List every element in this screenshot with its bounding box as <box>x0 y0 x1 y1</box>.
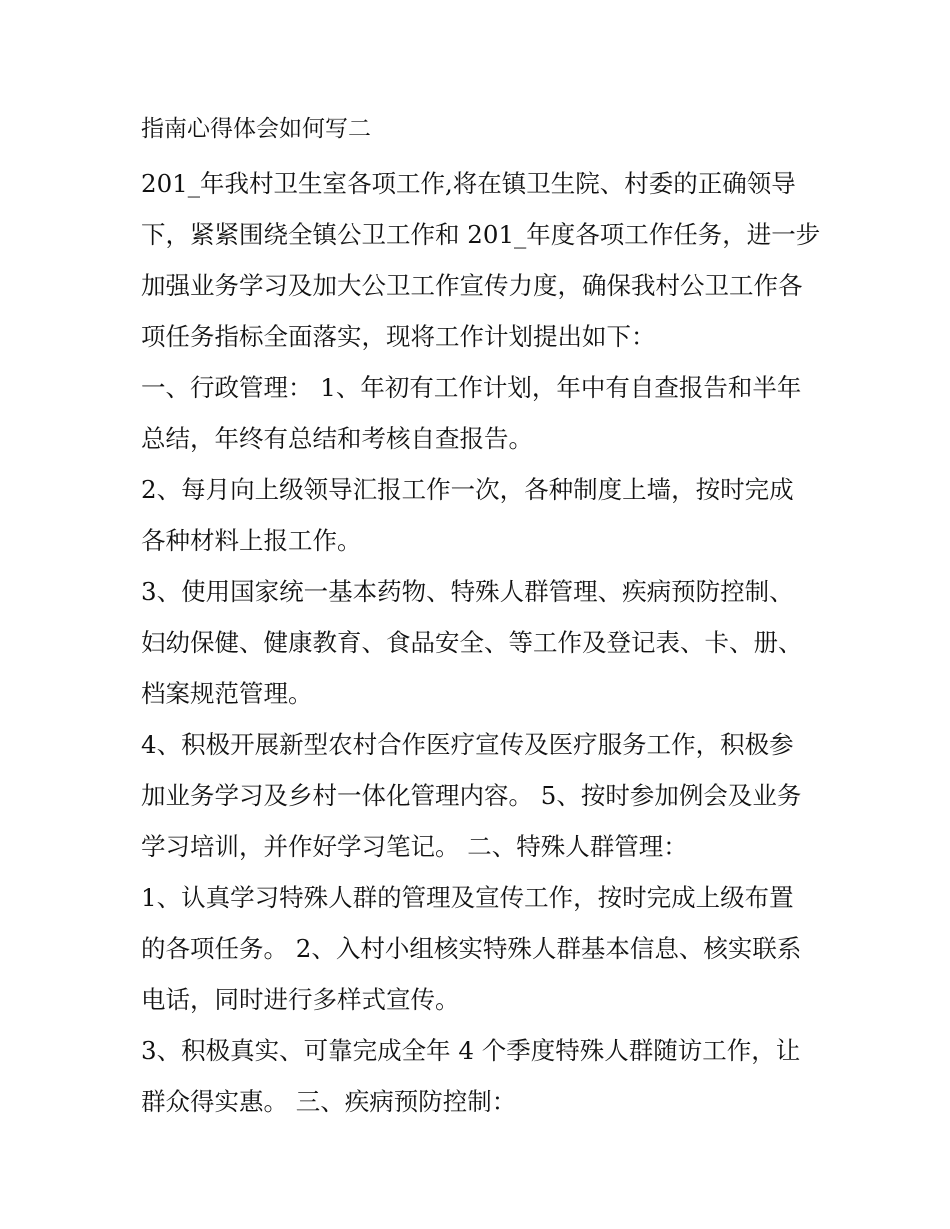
paragraph-special-groups-1 <box>141 872 821 1025</box>
paragraph-item-2 <box>141 464 821 566</box>
text-line: 的各项任务。 2、入村小组核实特殊人群基本信息、核实联系 <box>141 934 802 963</box>
text-line: 1、认真学习特殊人群的管理及宣传工作，按时完成上级布置 <box>141 883 794 912</box>
paragraph-intro <box>141 158 821 362</box>
document-title: 指南心得体会如何写二 <box>141 116 371 142</box>
text-line: 3、积极真实、可靠完成全年 4 个季度特殊人群随访工作，让 <box>141 1036 801 1065</box>
text-line: 电话，同时进行多样式宣传。 <box>141 985 460 1014</box>
text-line: 3、使用国家统一基本药物、特殊人群管理、疾病预防控制、 <box>141 577 794 606</box>
text-line: 总结，年终有总结和考核自查报告。 <box>141 424 533 453</box>
text-line: 学习培训，并作好学习笔记。 二、特殊人群管理： <box>141 832 688 861</box>
text-line: 201_年我村卫生室各项工作,将在镇卫生院、村委的正确领导 <box>141 169 796 198</box>
paragraph-admin-management <box>141 362 821 464</box>
text-line: 妇幼保健、健康教育、食品安全、等工作及登记表、卡、册、 <box>141 628 803 657</box>
text-line: 2、每月向上级领导汇报工作一次，各种制度上墙，按时完成 <box>141 475 794 504</box>
paragraph-item-4 <box>141 719 821 872</box>
text-line: 项任务指标全面落实，现将工作计划提出如下： <box>141 322 656 351</box>
text-line: 加强业务学习及加大公卫工作宣传力度，确保我村公卫工作各 <box>141 271 803 300</box>
text-line: 加业务学习及乡村一体化管理内容。 5、按时参加例会及业务 <box>141 781 802 810</box>
paragraph-special-groups-3 <box>141 1025 821 1127</box>
document-body <box>141 108 821 1127</box>
text-line: 一、行政管理： 1、年初有工作计划，年中有自查报告和半年 <box>141 373 802 402</box>
text-line: 下，紧紧围绕全镇公卫工作和 201_年度各项工作任务，进一步 <box>141 220 821 249</box>
text-line: 各种材料上报工作。 <box>141 526 362 555</box>
text-line: 档案规范管理。 <box>141 679 313 708</box>
paragraph-item-3 <box>141 566 821 719</box>
text-line: 群众得实惠。 三、疾病预防控制： <box>141 1087 517 1116</box>
text-line: 4、积极开展新型农村合作医疗宣传及医疗服务工作，积极参 <box>141 730 794 759</box>
